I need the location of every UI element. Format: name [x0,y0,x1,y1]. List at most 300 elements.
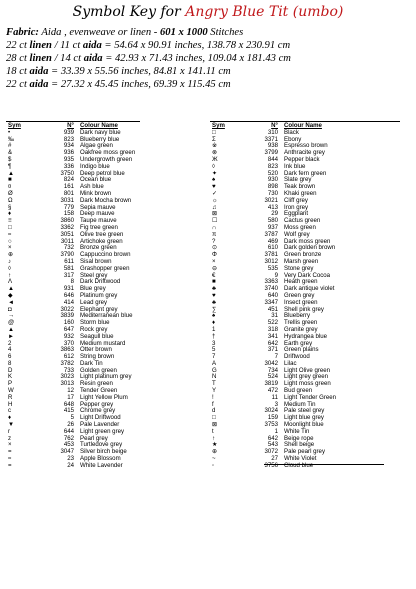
colour-name: Dark Mocha brown [80,196,132,204]
stitch-symbol: 4 [8,346,12,354]
table-row [210,211,352,218]
colour-name: Pale Lavender [80,421,120,429]
stitch-symbol: D [8,366,13,374]
colour-name: Light platinum grey [80,373,132,381]
colour-name: Ash blue [80,183,104,191]
colour-name: Cloud blue [284,461,314,469]
table-row [210,456,352,463]
stitch-symbol: 3 [212,339,216,347]
stitch-symbol: ♣ [212,298,216,306]
colour-name: Medium mustard [80,339,126,347]
dmc-number: 801 [63,189,74,197]
colour-name: Olive tree green [80,230,124,238]
dmc-number: 734 [267,366,278,374]
dmc-number: 11 [271,393,278,401]
size-dimensions: = 54.64 x 90.91 inches, 138.78 x 230.91 cm [101,40,291,51]
stitch-symbol: ♦ [8,414,12,422]
dmc-number: 610 [267,244,278,252]
dmc-number: 336 [63,162,74,170]
colour-name: Green grey [284,291,315,299]
stitch-symbol: P [8,380,13,388]
colour-name: Blueberry blue [80,135,120,143]
dmc-number: 451 [267,305,278,313]
colour-name: Green plains [284,346,319,354]
dmc-number: 31 [271,312,278,320]
colour-name: Pearl grey [80,434,108,442]
colour-name-header: Colour Name [284,122,322,129]
dmc-number: 3362 [60,223,74,231]
dmc-number: 3753 [264,421,278,429]
stitch-symbol: A [212,359,217,367]
stitch-symbol: H [8,400,13,408]
colour-name: Platinum grey [80,291,118,299]
stitch-symbol: Λ [8,278,13,286]
colour-name: Espresso brown [284,142,328,150]
table-row [210,177,352,184]
stitch-symbol: 7 [212,353,216,361]
colour-name: Sepia mauve [80,203,116,211]
table-row [210,198,352,205]
table-row [210,218,352,225]
stitch-symbol: Y [212,387,217,395]
colour-name: Earth grey [284,339,313,347]
stitch-symbol: ♥ [212,291,216,299]
colour-name: White Lavender [80,461,123,469]
colour-name: Storm blue [80,319,110,327]
colour-name: Stone grey [284,264,314,272]
stitch-symbol: ⊗ [212,149,218,157]
dmc-number: 469 [267,237,278,245]
dmc-number: 3042 [264,359,278,367]
stitch-symbol: G [212,366,217,374]
colour-name: Pale pearl grey [284,448,325,456]
table-row [210,286,352,293]
dmc-number: 939 [63,128,74,136]
dmc-number: 824 [63,176,74,184]
dmc-number: 1 [274,427,278,435]
dmc-number: 3756 [264,461,278,469]
stitch-symbol: ↑ [212,434,216,442]
stitch-symbol: ‰ [8,135,15,143]
dmc-number: 3819 [264,380,278,388]
table-row [210,334,352,341]
colour-name: Seagull blue [80,332,114,340]
fabric-size: 601 x 1000 [159,27,208,38]
stitch-symbol: □ [212,128,216,136]
stitch-symbol: d [212,407,216,415]
colour-name: Hydrangea blue [284,332,328,340]
size-count: 22 ct [6,40,30,51]
colour-name: Golden green [80,366,117,374]
colour-name: Cactus green [284,217,321,225]
size-aida: aida [82,40,102,51]
colour-name: Slate grey [284,176,312,184]
colour-name: Bud green [284,387,313,395]
dmc-number: 317 [63,271,74,279]
stitch-symbol: ◘ [8,305,12,313]
number-header: N° [67,122,74,129]
table-row [210,252,352,259]
dmc-number: 3012 [264,257,278,265]
table-row [210,313,352,320]
dmc-number: 522 [267,319,278,327]
stitch-symbol: × [212,257,216,265]
colour-name: Sisal brown [80,257,112,265]
colour-name: Teak brown [284,183,316,191]
colour-name: Moonlight blue [284,421,324,429]
stitch-symbol: N [212,373,217,381]
size-count: 18 ct [6,66,30,77]
table-row [210,341,352,348]
dmc-number: 27 [271,455,278,463]
colour-name: Light Olive green [284,366,331,374]
colour-name: Mink brown [80,189,112,197]
stitch-symbol: ~ [212,455,216,463]
dmc-number: 310 [267,128,278,136]
stitch-symbol: ¤ [8,183,12,191]
fabric-text: Aida , evenweave or linen - [38,27,160,38]
stitch-symbol: ♠ [212,176,216,184]
dmc-number: 642 [267,434,278,442]
stitch-symbol: @ [8,319,15,327]
colour-name: Resin green [80,380,113,388]
size-dimensions: = 42.93 x 71.43 inches, 109.04 x 181.43 cm [102,53,291,64]
colour-name: Beige rope [284,434,314,442]
stitch-symbol: ♦ [212,319,216,327]
stitch-symbol: ○ [8,237,12,245]
stitch-symbol: □ [212,414,216,422]
dmc-number: 3790 [60,251,74,259]
colour-name: Ocean blue [80,176,112,184]
fabric-line [6,27,243,38]
dmc-number: 3799 [264,149,278,157]
stitch-symbol: ◊ [212,162,216,170]
column-header [210,123,352,130]
dmc-number: 159 [267,414,278,422]
dmc-number: 3031 [60,196,74,204]
colour-name: Oakfree moss green [80,149,136,157]
table-row [210,408,352,415]
dmc-number: 8 [70,278,74,286]
dmc-number: 535 [267,264,278,272]
stitch-symbol: ▲ [8,325,15,333]
stitch-symbol: 8 [8,359,12,367]
colour-name: Grashopper green [80,264,130,272]
colour-name: Cliff grey [284,196,308,204]
size-linen: linen [29,40,52,51]
dmc-number: 935 [63,155,74,163]
table-row [210,429,352,436]
stitch-symbol: → [8,312,15,320]
dmc-number: 3782 [60,359,74,367]
dmc-number: 520 [267,169,278,177]
table-row [210,347,352,354]
stitch-symbol: ◄ [8,298,15,306]
size-line [6,53,291,64]
colour-name: Dark Tin [80,359,103,367]
dmc-number: 26 [67,421,74,429]
dmc-number: 413 [267,203,278,211]
colour-name: Black [284,128,299,136]
stitch-symbol: R [8,393,13,401]
dmc-number: 7 [274,353,278,361]
dmc-number: 3347 [264,298,278,306]
stitch-symbol: ▼ [8,421,15,429]
colour-name: Apple Blossom [80,455,121,463]
stitch-symbol: ■ [8,176,12,184]
stitch-symbol: ♣ [212,285,216,293]
table-row [210,300,352,307]
stitch-symbol: Ж [212,155,218,163]
colour-name: Silver birch beige [80,448,127,456]
colour-name: Dark Driftwood [80,278,121,286]
stitch-symbol: ♠ [212,312,216,320]
stitch-symbol: Σ [212,135,216,143]
colour-name: Lead grey [80,298,108,306]
stitch-symbol: € [212,271,216,279]
stitch-symbol: = [8,461,12,469]
colour-name: Fig tree green [80,223,118,231]
stitch-symbol: # [8,142,12,150]
table-row [210,130,352,137]
stitch-symbol: 1 [212,325,216,333]
colour-name: Light green grey [80,427,125,435]
stitch-symbol: r [8,427,11,435]
size-linen: linen [29,53,52,64]
stitch-symbol: t [212,427,214,435]
colour-name: Artichoke green [80,237,123,245]
dmc-number: 580 [267,217,278,225]
stitch-symbol: ⊙ [212,244,218,252]
table-row [210,449,352,456]
colour-name: Undergrowth green [80,155,133,163]
stitch-symbol: † [212,332,216,340]
stitch-symbol: × [8,244,12,252]
colour-name: Otter brown [80,346,112,354]
stitch-symbol: ★ [212,441,218,449]
colour-name: Pepper grey [80,400,114,408]
dmc-number: 160 [63,319,74,327]
colour-name: Dark moss green [284,237,331,245]
colour-name: Anthracite grey [284,149,325,157]
stitch-symbol: ☼ [212,196,218,204]
dmc-number: 12 [67,387,74,395]
colour-name: Steel grey [80,271,108,279]
stitch-symbol: ► [8,332,15,340]
dmc-number: 161 [63,183,74,191]
size-aida: aida [29,79,49,90]
colour-name: Dark golden brown [284,244,336,252]
colour-name: Ebony [284,135,302,143]
table-row [210,442,352,449]
stitch-symbol: ⊕ [212,448,218,456]
colour-name: Shell pink grey [284,305,324,313]
stitch-symbol: ∩ [212,223,217,231]
dmc-number: 898 [267,183,278,191]
table-row [210,184,352,191]
stitch-symbol: 5 [212,346,216,354]
dmc-number: 3051 [60,230,74,238]
colour-name: Light Driftwood [80,414,121,422]
dmc-number: 341 [267,332,278,340]
end-rule [264,464,384,465]
table-row [210,191,352,198]
dmc-number: 370 [63,339,74,347]
table-row [210,368,352,375]
colour-name: Shell beige [284,441,315,449]
size-dimensions: = 27.32 x 45.45 inches, 69.39 x 115.45 cm [48,79,231,90]
stitch-symbol: f [212,400,214,408]
dmc-number: 3047 [60,448,74,456]
symbol-key-column-left [6,123,140,470]
size-count: 22 ct [6,79,30,90]
dmc-number: 611 [64,257,74,265]
stitch-symbol: × [8,441,12,449]
dmc-number: 3024 [264,407,278,415]
dmc-number: 730 [267,189,278,197]
stitch-symbol: § [8,203,12,211]
stitch-symbol: ◆ [8,291,13,299]
colour-name: Marsh green [284,257,319,265]
dmc-number: 29 [271,210,278,218]
colour-name: Green bronze [284,251,322,259]
dmc-number: 3022 [60,305,74,313]
stitch-symbol: ♪ [8,257,12,265]
dmc-number: 648 [63,400,74,408]
dmc-number: 524 [267,373,278,381]
stitch-symbol: $ [8,155,12,163]
colour-name: Eggplant [284,210,309,218]
dmc-number: 934 [63,142,74,150]
stitch-symbol: □ [8,223,12,231]
colour-name: Driftwood [284,353,310,361]
table-row [210,361,352,368]
table-row [210,137,352,144]
colour-name: Heath green [284,278,318,286]
dmc-number: 3023 [60,373,74,381]
colour-name: Light Tender Green [284,393,337,401]
size-mid: / 11 ct [51,40,83,51]
dmc-number: 733 [63,366,74,374]
colour-name: String brown [80,353,115,361]
table-row [210,157,352,164]
dmc-number: 612 [63,353,74,361]
stitch-symbol: ▲ [8,285,15,293]
dmc-number: 3011 [60,237,74,245]
dmc-number: 3787 [264,230,278,238]
dmc-number: 318 [267,325,278,333]
stitch-symbol: ▲ [8,169,15,177]
colour-name: Cappuccino brown [80,251,131,259]
dmc-number: 158 [63,210,74,218]
stitch-symbol: ⊠ [212,210,218,218]
dmc-number: 3740 [264,285,278,293]
stitch-symbol: ✓ [212,189,218,197]
colour-name: Light moss green [284,380,331,388]
stitch-symbol: ◊ [8,264,12,272]
colour-name: Medium Tin [284,400,316,408]
dmc-number: 732 [63,244,74,252]
colour-name: Light blue grey [284,414,324,422]
stitch-symbol: Ø [8,189,13,197]
size-line [6,79,231,90]
colour-name: Elephant grey [80,305,118,313]
stitch-symbol: Φ [212,251,217,259]
size-dimensions: = 33.39 x 55.56 inches, 84.81 x 141.11 cm [48,66,231,77]
dmc-number: 823 [267,162,278,170]
table-row [210,171,352,178]
stitch-symbol: ⊠ [212,421,218,429]
dmc-number: 3013 [60,380,74,388]
stitch-symbol: ※ [212,142,218,150]
size-count: 28 ct [6,53,30,64]
stitch-symbol: ♫ [212,203,217,211]
stitch-symbol: T [212,380,216,388]
table-row [210,436,352,443]
dmc-number: 9 [274,271,278,279]
stitch-symbol: & [8,149,13,157]
stitch-symbol: ■ [212,278,216,286]
colour-name: Deep petrol blue [80,169,125,177]
colour-name: Granite grey [284,325,318,333]
stitch-symbol: ! [212,393,214,401]
dmc-number: 371 [267,346,278,354]
dmc-number: 3363 [264,278,278,286]
size-line [6,40,290,51]
size-mid: / 14 ct [51,53,84,64]
dmc-number: 23 [67,455,74,463]
colour-name: Indigo blue [80,162,110,170]
colour-name: Very Dark Cocoa [284,271,331,279]
stitch-symbol: z [8,434,12,442]
dmc-number: 543 [267,441,278,449]
title-pattern-name: Angry Blue Tit (umbo) [185,4,344,20]
dmc-number: 823 [63,135,74,143]
colour-name: Khaki green [284,189,317,197]
dmc-number: 932 [63,332,74,340]
size-aida: aida [83,53,103,64]
colour-name: Turtledove grey [80,441,123,449]
dmc-number: 5 [70,414,74,422]
fabric-suffix: Stitches [207,27,244,38]
dmc-number: 938 [267,142,278,150]
table-row [210,259,352,266]
stitch-symbol: ⊖ [212,264,218,272]
table-row [210,273,352,280]
stitch-symbol: ♥ [212,183,216,191]
table-row [210,354,352,361]
symbol-key-column-right [210,123,352,470]
colour-name: Pepper black [284,155,320,163]
table-row [210,327,352,334]
table-row [6,463,140,470]
stitch-symbol: ⊕ [8,251,14,259]
dmc-number: 17 [67,393,74,401]
dmc-number: 3371 [264,135,278,143]
dmc-number: 931 [63,285,74,293]
colour-name: Tender Green [80,387,118,395]
table-row [210,245,352,252]
colour-name: Deep mauve [80,210,115,218]
dmc-number: 472 [267,387,278,395]
stitch-symbol: • [8,128,11,136]
dmc-number: 3750 [60,169,74,177]
colour-name: Iron grey [284,203,309,211]
stitch-symbol: ✦ [212,169,218,177]
colour-name: White Tin [284,427,310,435]
dmc-number: 453 [63,441,74,449]
dmc-number: 844 [267,155,278,163]
